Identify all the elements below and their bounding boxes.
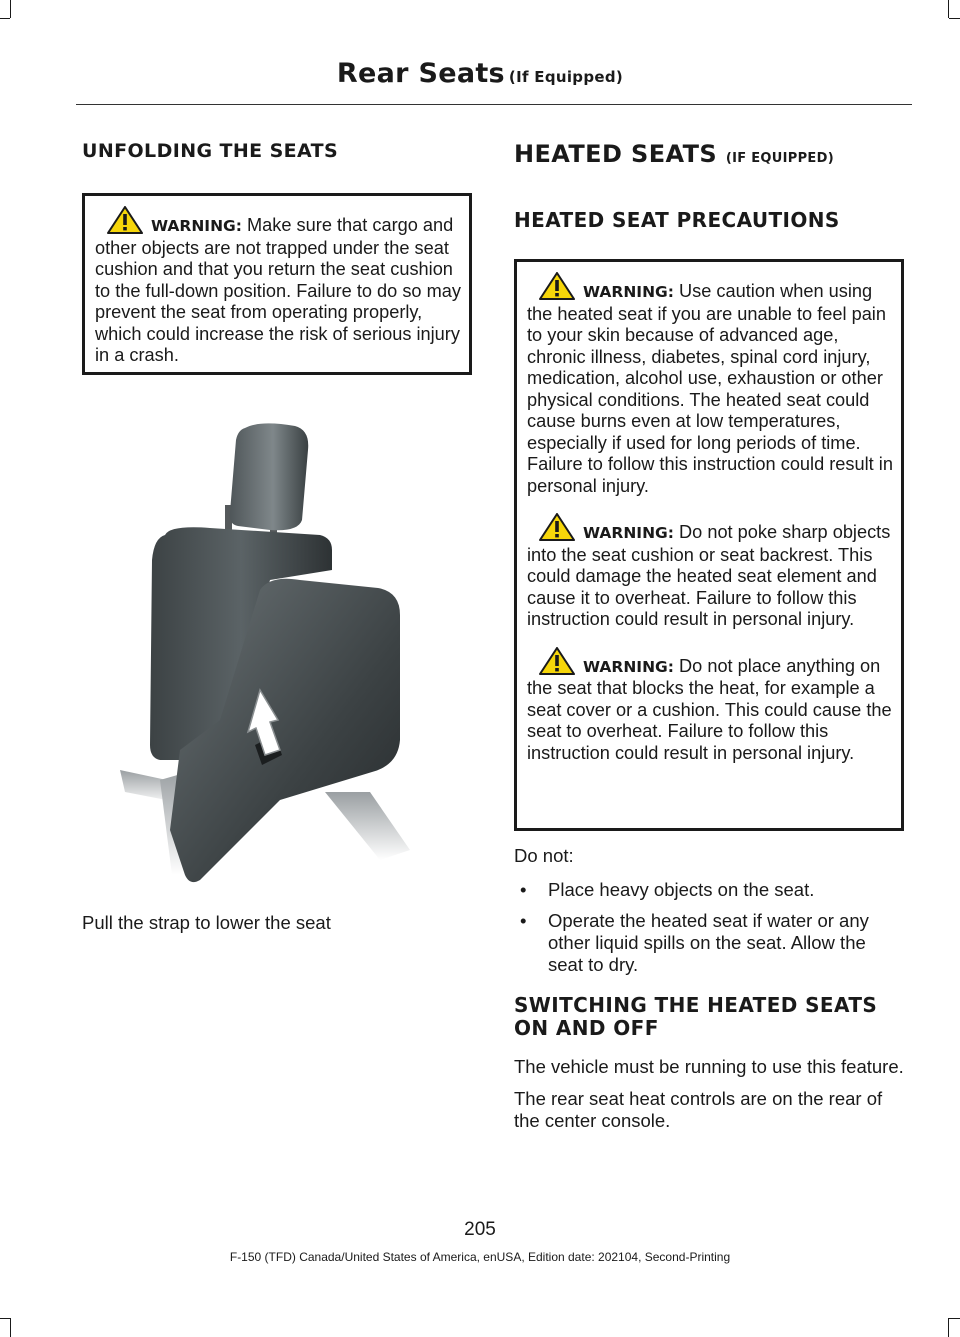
heated-seats-title: HEATED SEATS bbox=[514, 140, 718, 168]
left-column bbox=[82, 140, 472, 375]
warning-triangle-icon bbox=[539, 513, 575, 541]
crop-mark bbox=[0, 18, 10, 19]
warning-body: Do not poke sharp objects into the seat cushion or seat backrest. This could damage the heated seat element and cause it to overheat. Failure to follow this instruction could result in personal injury. bbox=[527, 522, 891, 629]
heated-seats-suffix: (IF EQUIPPED) bbox=[725, 151, 834, 166]
warning-label: WARNING: bbox=[583, 524, 674, 542]
left-caption-block bbox=[82, 912, 472, 934]
header-title-suffix: (If Equipped) bbox=[508, 68, 624, 86]
do-not-intro: Do not: bbox=[514, 845, 574, 866]
list-item: • Operate the heated seat if water or any other liquid spills on the seat. Allow the seat to dry. bbox=[514, 910, 904, 976]
list-item: • Place heavy objects on the seat. bbox=[514, 879, 904, 901]
warning-text bbox=[95, 206, 461, 367]
crop-mark bbox=[949, 18, 960, 19]
warning-body: Do not place anything on the seat that blocks the heat, for example a seat cover or a cushion. This could cause the seat to overheat. Failure to follow this instruction could result in personal injury. bbox=[527, 655, 892, 763]
section-heading-heated-seats bbox=[514, 140, 904, 173]
crop-mark bbox=[948, 1318, 949, 1337]
warning-label: WARNING: bbox=[583, 283, 674, 301]
seat-illustration bbox=[110, 420, 470, 890]
section-heading-unfolding: UNFOLDING THE SEATS bbox=[82, 140, 339, 162]
page-number: 205 bbox=[464, 1219, 496, 1240]
page-header-title bbox=[0, 58, 960, 89]
header-rule bbox=[76, 104, 912, 105]
switch-paragraph-2: The rear seat heat controls are on the rear of the center console. bbox=[514, 1088, 883, 1131]
crop-mark bbox=[948, 0, 949, 18]
warning-label: WARNING: bbox=[583, 657, 674, 676]
warning-text bbox=[527, 272, 893, 497]
section-heading-switching: SWITCHING THE HEATED SEATS ON AND OFF bbox=[514, 993, 878, 1040]
crop-mark bbox=[10, 1318, 11, 1337]
warning-body: Use caution when using the heated seat if you are unable to feel pain to your skin because of advanced age, chronic illness, diabetes, spinal cord injury, medication, alcohol use, exhaustion or other physical conditions. The heated seat could cause burns even at low temperatures, especially if used for long periods of time. Failure to follow this instruction could result in personal injury. bbox=[527, 281, 893, 496]
do-not-list bbox=[514, 879, 904, 976]
warning-label: WARNING: bbox=[151, 217, 242, 235]
warning-box bbox=[82, 193, 472, 375]
switch-paragraph-1: The vehicle must be running to use this feature. bbox=[514, 1056, 904, 1077]
crop-mark bbox=[0, 1318, 10, 1319]
warning-text bbox=[527, 647, 893, 765]
crop-mark bbox=[10, 0, 11, 18]
figure-caption: Pull the strap to lower the seat bbox=[82, 912, 331, 933]
warning-box bbox=[514, 259, 904, 831]
warning-triangle-icon bbox=[539, 272, 575, 300]
right-column bbox=[514, 140, 904, 1132]
section-heading-precautions: HEATED SEAT PRECAUTIONS bbox=[514, 208, 840, 232]
warning-text bbox=[527, 513, 893, 631]
warning-triangle-icon bbox=[107, 206, 143, 234]
warning-triangle-icon bbox=[539, 647, 575, 675]
page-footer: F-150 (TFD) Canada/United States of America, enUSA, Edition date: 202104, Second-Printing bbox=[229, 1250, 731, 1264]
crop-mark bbox=[949, 1318, 960, 1319]
header-title-text: Rear Seats bbox=[336, 58, 505, 89]
warning-body: Make sure that cargo and other objects are not trapped under the seat cushion and that you return the seat cushion to the full-down position. Failure to do so may prevent the seat from operating properly, which could increase the risk of serious injury in a crash. bbox=[95, 215, 461, 365]
